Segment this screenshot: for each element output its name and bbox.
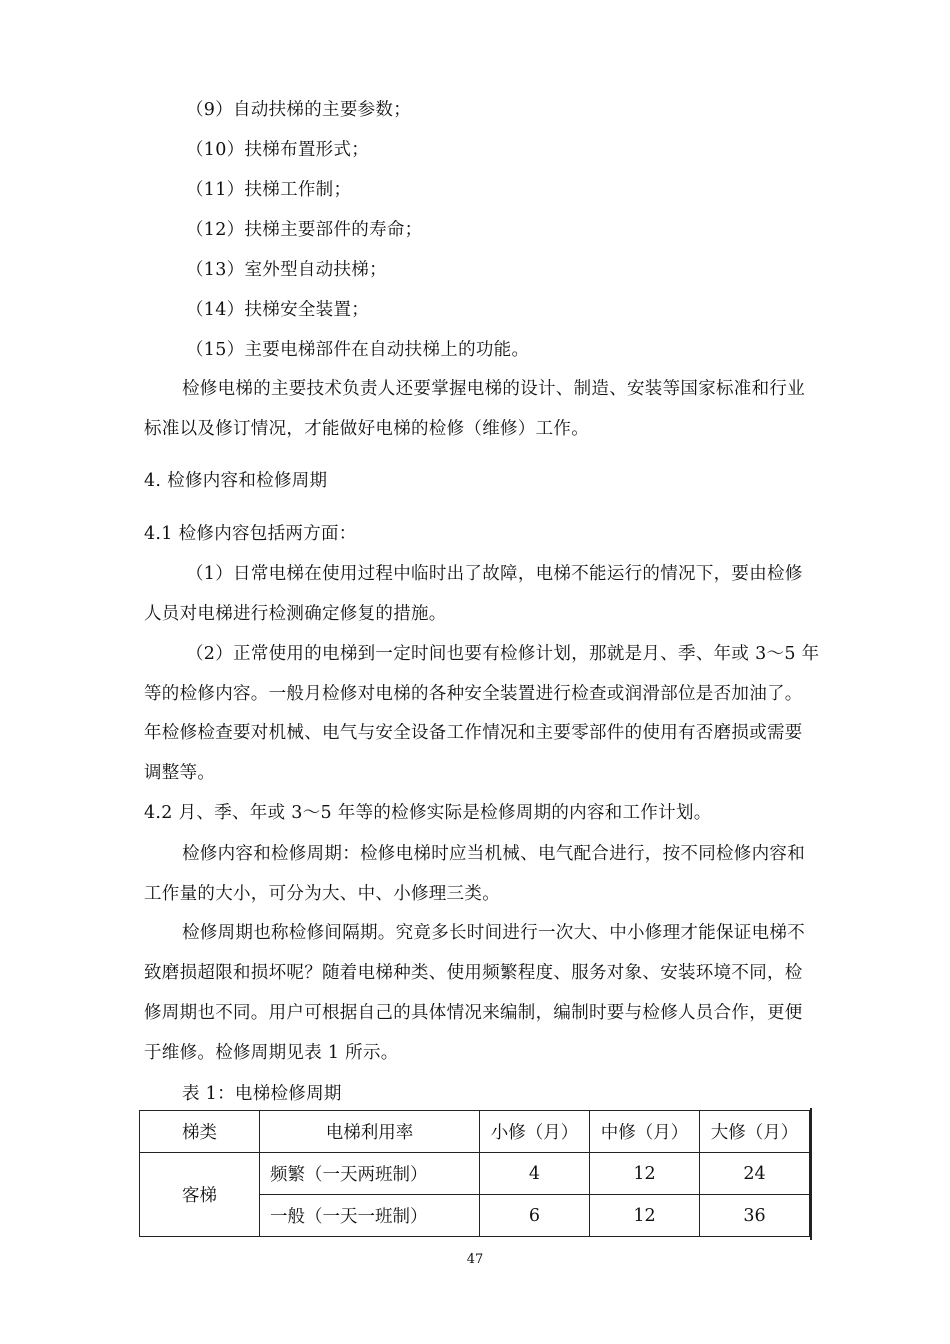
medium-cell: 12	[590, 1153, 700, 1195]
paragraph-line: 标准以及修订情况，才能做好电梯的检修（维修）工作。	[144, 419, 589, 439]
usage-cell: 频繁（一天两班制）	[260, 1153, 480, 1195]
minor-cell: 4	[480, 1153, 590, 1195]
list-item-10: （10）扶梯布置形式；	[186, 140, 370, 160]
list-item-11: （11）扶梯工作制；	[186, 180, 352, 200]
table-row	[140, 1153, 810, 1195]
paragraph-line: 工作量的大小，可分为大、中、小修理三类。	[144, 884, 500, 904]
paragraph-line: 检修周期也称检修间隔期。究竟多长时间进行一次大、中小修理才能保证电梯不	[182, 923, 805, 943]
list-item-13: （13）室外型自动扶梯；	[186, 260, 387, 280]
usage-cell: 一般（一天一班制）	[260, 1195, 480, 1237]
paragraph-line: 人员对电梯进行检测确定修复的措施。	[144, 604, 447, 624]
paragraph-line: 检修电梯的主要技术负责人还要掌握电梯的设计、制造、安装等国家标准和行业	[182, 379, 805, 399]
paragraph-line: 于维修。检修周期见表 1 所示。	[144, 1043, 399, 1063]
table-header-row	[140, 1111, 810, 1153]
header-cell-type: 梯类	[140, 1111, 260, 1153]
medium-cell: 12	[590, 1195, 700, 1237]
paragraph-line: 年检修检查要对机械、电气与安全设备工作情况和主要零部件的使用有否磨损或需要	[144, 723, 803, 743]
header-cell-usage: 电梯利用率	[260, 1111, 480, 1153]
maintenance-cycle-table	[139, 1110, 810, 1237]
section-4-2-heading: 4.2 月、季、年或 3～5 年等的检修实际是检修周期的内容和工作计划。	[144, 803, 712, 823]
paragraph-line: 调整等。	[144, 763, 216, 783]
category-cell: 客梯	[140, 1153, 260, 1237]
paragraph-line: （2）正常使用的电梯到一定时间也要有检修计划，那就是月、季、年或 3～5 年	[186, 644, 820, 664]
section-4-1-heading: 4.1 检修内容包括两方面：	[144, 524, 357, 544]
minor-cell: 6	[480, 1195, 590, 1237]
header-cell-minor: 小修（月）	[480, 1111, 590, 1153]
list-item-12: （12）扶梯主要部件的寿命；	[186, 220, 423, 240]
paragraph-line: （1）日常电梯在使用过程中临时出了故障，电梯不能运行的情况下，要由检修	[186, 564, 803, 584]
table-caption: 表 1：电梯检修周期	[182, 1084, 342, 1104]
header-cell-major: 大修（月）	[700, 1111, 810, 1153]
major-cell: 24	[700, 1153, 810, 1195]
section-4-heading: 4. 检修内容和检修周期	[144, 471, 328, 491]
table-right-border	[810, 1108, 812, 1240]
paragraph-line: 致磨损超限和损坏呢？随着电梯种类、使用频繁程度、服务对象、安装环境不同，检	[144, 963, 803, 983]
list-item-15: （15）主要电梯部件在自动扶梯上的功能。	[186, 340, 530, 360]
header-cell-medium: 中修（月）	[590, 1111, 700, 1153]
list-item-14: （14）扶梯安全装置；	[186, 300, 370, 320]
major-cell: 36	[700, 1195, 810, 1237]
paragraph-line: 检修内容和检修周期：检修电梯时应当机械、电气配合进行，按不同检修内容和	[182, 844, 805, 864]
paragraph-line: 修周期也不同。用户可根据自己的具体情况来编制，编制时要与检修人员合作，更便	[144, 1003, 803, 1023]
page-number: 47	[466, 1252, 484, 1267]
paragraph-line: 等的检修内容。一般月检修对电梯的各种安全装置进行检查或润滑部位是否加油了。	[144, 684, 803, 704]
list-item-9: （9）自动扶梯的主要参数；	[186, 100, 412, 120]
